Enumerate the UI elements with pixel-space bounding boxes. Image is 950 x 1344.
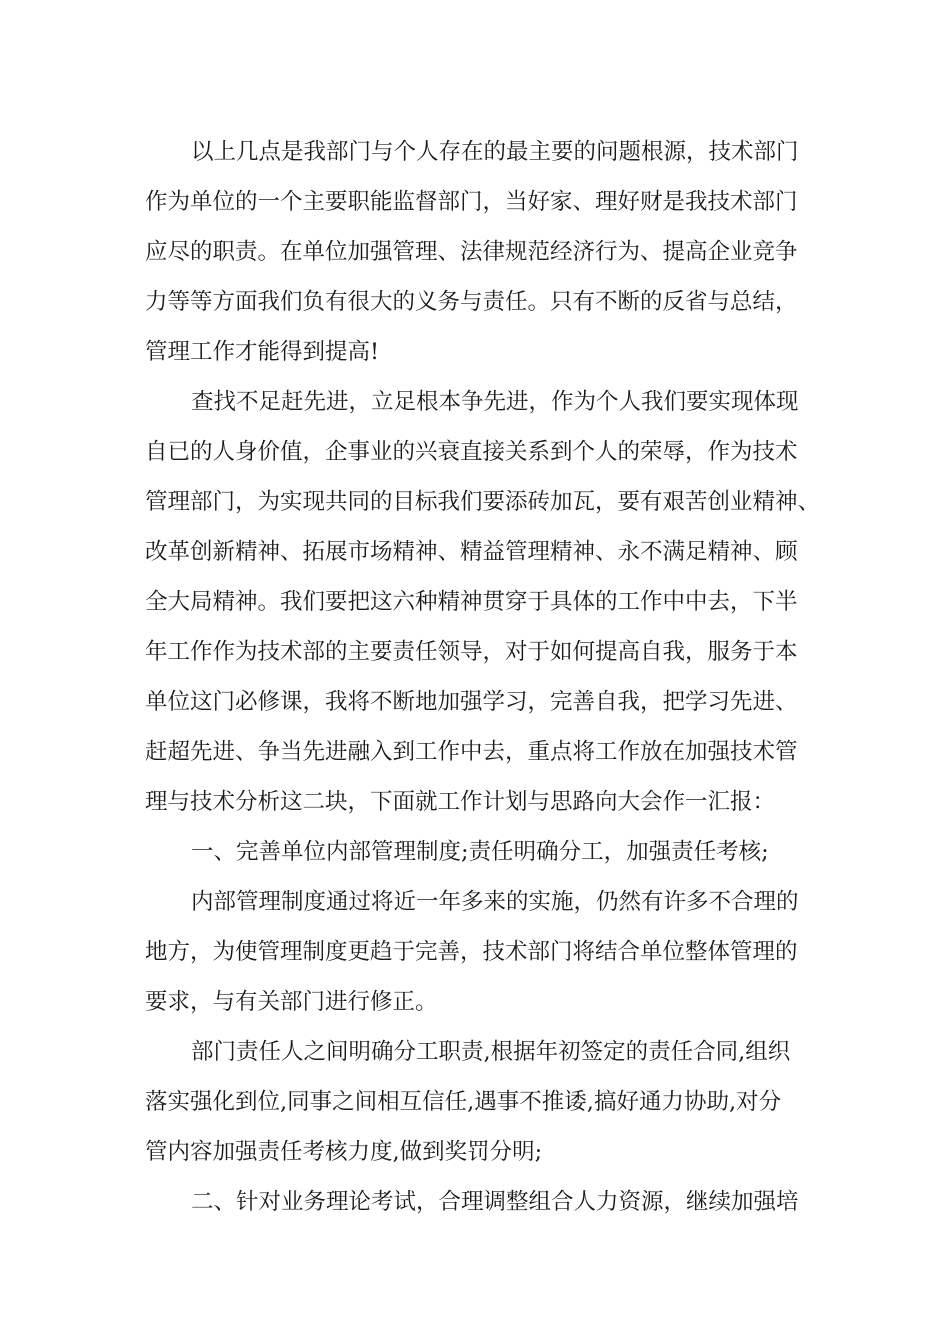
paragraph-4-line-2: 落实强化到位,同事之间相互信任,遇事不推诿,搞好通力协助,对分	[145, 1089, 782, 1115]
section-heading-2: 二、针对业务理论考试，合理调整组合人力资源，继续加强培	[191, 1189, 799, 1215]
paragraph-1-line-3: 应尽的职责。在单位加强管理、法律规范经济行为、提高企业竞争	[145, 239, 798, 265]
paragraph-2-line-9: 理与技术分析这二块，下面就工作计划与思路向大会作一汇报：	[145, 789, 776, 815]
paragraph-2-line-4: 改革创新精神、拓展市场精神、精益管理精神、永不满足精神、顾	[145, 539, 798, 565]
paragraph-3-line-3: 要求，与有关部门进行修正。	[145, 989, 438, 1015]
paragraph-2-line-2: 自已的人身价值，企事业的兴衰直接关系到个人的荣辱，作为技术	[145, 439, 798, 465]
paragraph-1-line-5: 管理工作才能得到提高!	[145, 339, 380, 365]
paragraph-1-line-1: 以上几点是我部门与个人存在的最主要的问题根源，技术部门	[191, 139, 799, 165]
paragraph-3-line-2: 地方，为使管理制度更趋于完善，技术部门将结合单位整体管理的	[145, 939, 798, 965]
paragraph-1-line-2: 作为单位的一个主要职能监督部门，当好家、理好财是我技术部门	[145, 189, 798, 215]
paragraph-2-line-3: 管理部门，为实现共同的目标我们要添砖加瓦，要有艰苦创业精神、	[145, 489, 821, 515]
paragraph-2-line-5: 全大局精神。我们要把这六种精神贯穿于具体的工作中中去，下半	[145, 589, 798, 615]
paragraph-2-line-1: 查找不足赶先进，立足根本争先进，作为个人我们要实现体现	[191, 389, 799, 415]
section-heading-1: 一、完善单位内部管理制度;责任明确分工，加强责任考核;	[191, 839, 769, 865]
paragraph-2-line-8: 赶超先进、争当先进融入到工作中去，重点将工作放在加强技术管	[145, 739, 798, 765]
paragraph-4-line-3: 管内容加强责任考核力度,做到奖罚分明;	[145, 1139, 543, 1165]
paragraph-3-line-1: 内部管理制度通过将近一年多来的实施，仍然有许多不合理的	[191, 889, 799, 915]
paragraph-2-line-6: 年工作作为技术部的主要责任领导，对于如何提高自我，服务于本	[145, 639, 798, 665]
paragraph-2-line-7: 单位这门必修课，我将不断地加强学习，完善自我，把学习先进、	[145, 689, 798, 715]
paragraph-4-line-1: 部门责任人之间明确分工职责,根据年初签定的责任合同,组织	[191, 1039, 791, 1065]
paragraph-1-line-4: 力等等方面我们负有很大的义务与责任。只有不断的反省与总结，	[145, 289, 798, 315]
